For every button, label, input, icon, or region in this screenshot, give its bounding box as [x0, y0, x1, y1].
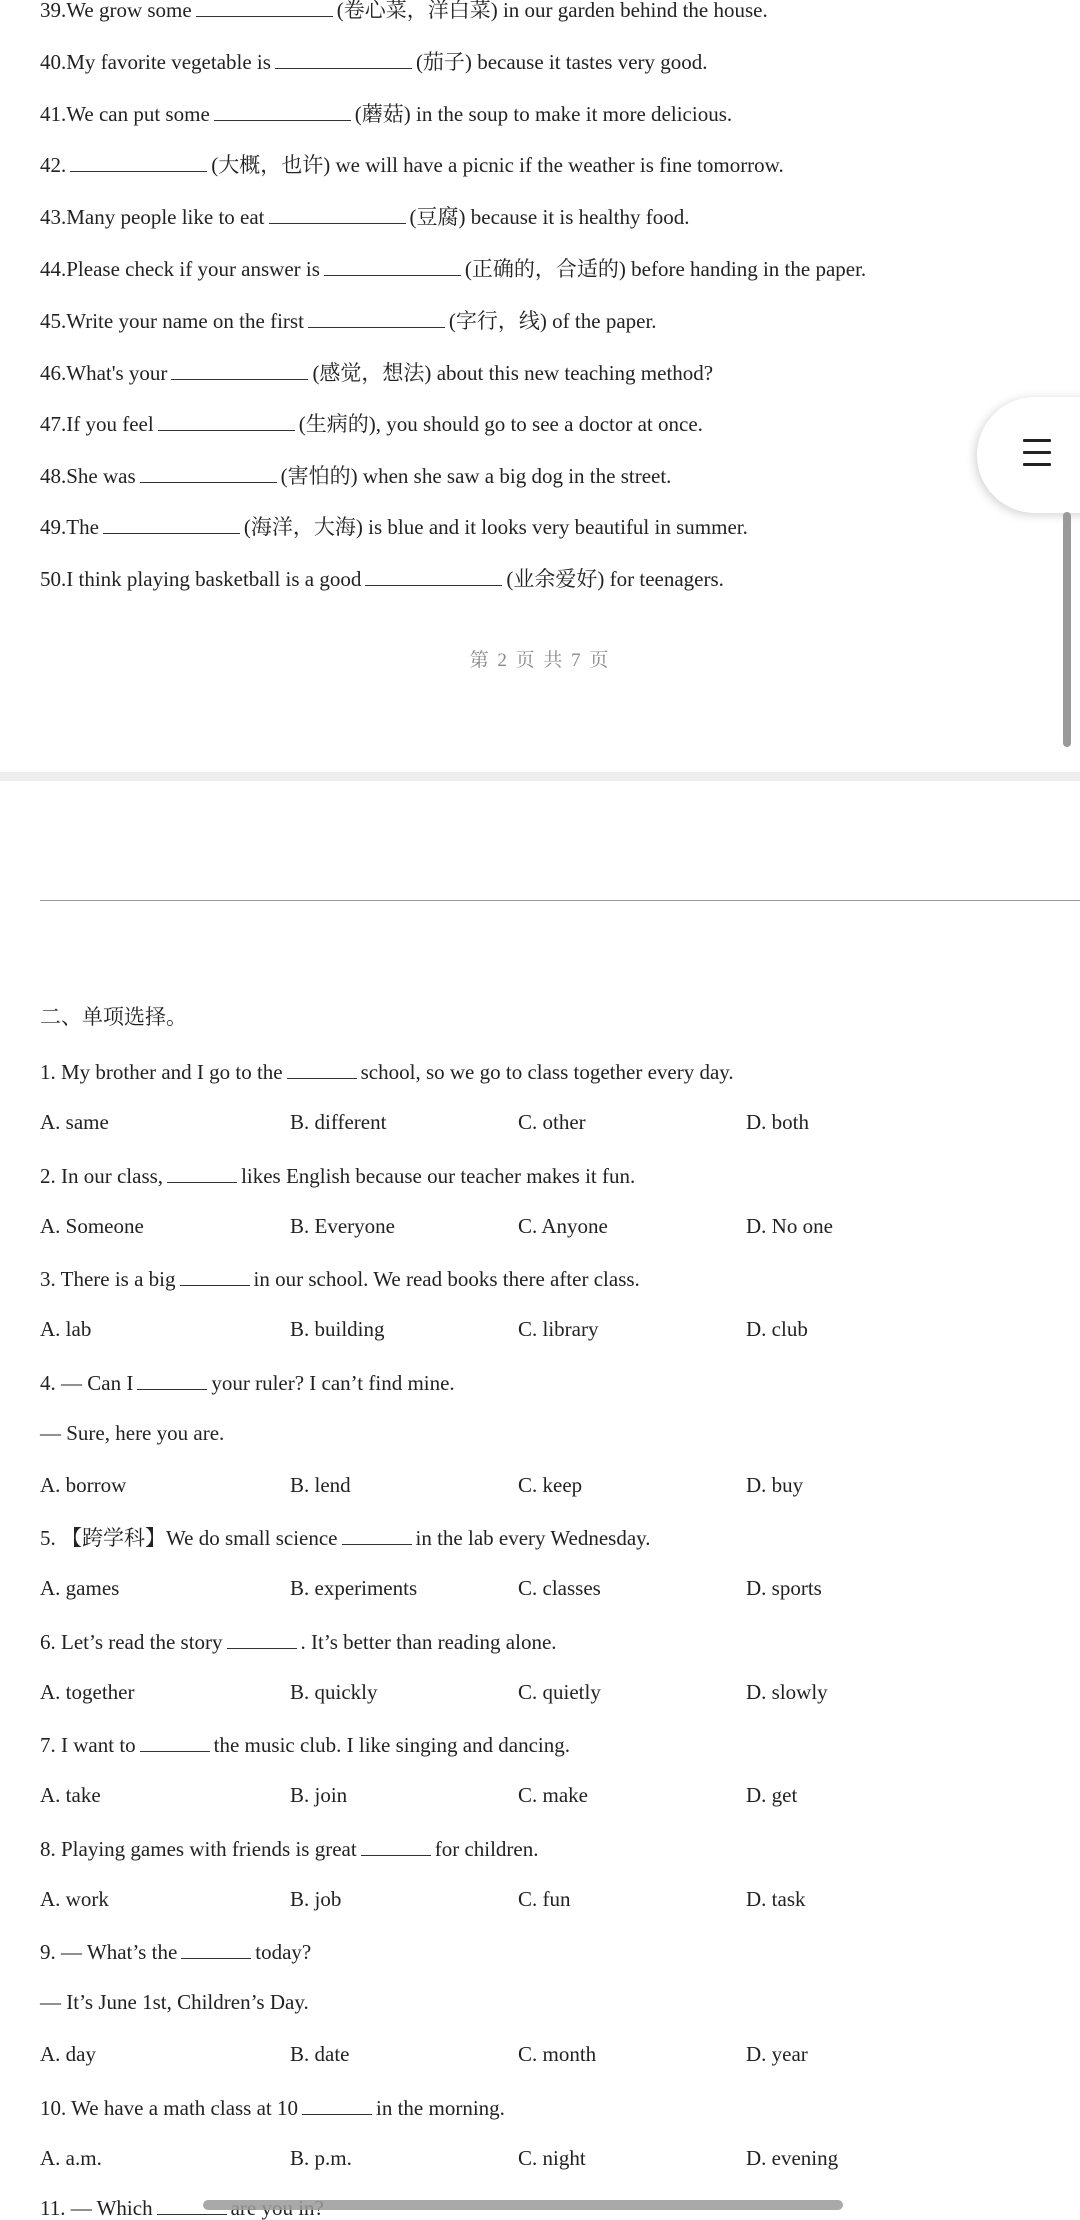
option-a[interactable]: A. borrow	[40, 1473, 127, 1497]
option-a[interactable]: A. a.m.	[40, 2146, 102, 2170]
question-3: 3. There is a big in our school. We read books there after class.	[40, 1267, 640, 1291]
option-d[interactable]: D. year	[746, 2042, 808, 2066]
question-5: 5. 【跨学科】We do small science in the lab every Wednesday.	[40, 1526, 651, 1550]
answer-blank[interactable]	[158, 412, 295, 431]
answer-blank[interactable]	[140, 464, 277, 483]
question-11: 11. — Which	[40, 2196, 324, 2219]
option-c[interactable]: C. Anyone	[518, 1214, 608, 1238]
option-d[interactable]: D. get	[746, 1783, 798, 1807]
fill-in-item-48: 48.She was (害怕的) when she saw a big dog in the street.	[40, 464, 672, 488]
option-c[interactable]: C. quietly	[518, 1680, 601, 1704]
answer-blank[interactable]	[140, 1733, 210, 1752]
question-4: 4. — Can I your ruler? I can’t find mine.	[40, 1371, 455, 1395]
answer-blank[interactable]	[308, 309, 445, 328]
answer-blank[interactable]	[275, 50, 412, 69]
option-d[interactable]: D. slowly	[746, 1680, 828, 1704]
answer-blank[interactable]	[361, 1837, 431, 1856]
option-a[interactable]: A. together	[40, 1680, 135, 1704]
answer-blank[interactable]	[137, 1371, 207, 1390]
option-c[interactable]: C. library	[518, 1317, 599, 1341]
question-8: 8. Playing games with friends is great for children.	[40, 1837, 539, 1861]
question-2: 2. In our class, likes English because our teacher makes it fun.	[40, 1164, 636, 1188]
answer-blank[interactable]	[180, 1267, 250, 1286]
option-c[interactable]: C. other	[518, 1110, 586, 1134]
option-d[interactable]: D. both	[746, 1110, 809, 1134]
fill-in-item-44: 44.Please check if your answer is (正确的，合适的) before handing in the paper.	[40, 257, 867, 281]
question-10: 10. We have a math class at 10 in the morning.	[40, 2096, 505, 2120]
answer-blank[interactable]	[70, 153, 207, 172]
option-a[interactable]: A. same	[40, 1110, 109, 1134]
fill-in-item-47: 47.If you feel (生病的), you should go to see a doctor at once.	[40, 412, 703, 436]
option-b[interactable]: B. quickly	[290, 1680, 378, 1704]
fill-in-item-45: 45.Write your name on the first (字行，线) of the paper.	[40, 309, 657, 333]
fill-in-item-46: 46.What's your (感觉，想法) about this new teaching method?	[40, 361, 714, 385]
option-b[interactable]: B. p.m.	[290, 2146, 352, 2170]
question-9-reply: — It’s June 1st, Children’s Day.	[40, 1990, 309, 2014]
section-title: 二、单项选择。	[40, 1005, 187, 1029]
fill-in-item-40: 40.My favorite vegetable is (茄子) because it tastes very good.	[40, 50, 708, 74]
answer-blank[interactable]	[227, 1630, 297, 1649]
fill-in-item-49: 49.The (海洋，大海) is blue and it looks very beautiful in summer.	[40, 515, 748, 539]
question-7: 7. I want to the music club. I like singing and dancing.	[40, 1733, 570, 1757]
answer-blank[interactable]	[324, 257, 461, 276]
option-b[interactable]: B. Everyone	[290, 1214, 395, 1238]
floating-menu-button[interactable]	[977, 397, 1080, 513]
fill-in-item-39: 39.We grow some (卷心菜，洋白菜) in our garden behind the house.	[40, 0, 768, 22]
option-d[interactable]: D. buy	[746, 1473, 804, 1497]
option-d[interactable]: D. evening	[746, 2146, 839, 2170]
answer-blank[interactable]	[181, 1940, 251, 1959]
fill-in-item-41: 41.We can put some (蘑菇) in the soup to make it more delicious.	[40, 102, 733, 126]
option-c[interactable]: C. month	[518, 2042, 597, 2066]
answer-blank[interactable]	[269, 205, 406, 224]
question-6: 6. Let’s read the story . It’s better than reading alone.	[40, 1630, 557, 1654]
answer-blank[interactable]	[342, 1526, 412, 1545]
answer-blank[interactable]	[302, 2096, 372, 2115]
option-a[interactable]: A. games	[40, 1576, 120, 1600]
answer-blank[interactable]	[171, 361, 308, 380]
option-d[interactable]: D. club	[746, 1317, 808, 1341]
option-b[interactable]: B. join	[290, 1783, 348, 1807]
option-a[interactable]: A. work	[40, 1887, 109, 1911]
option-b[interactable]: B. different	[290, 1110, 387, 1134]
hamburger-menu-icon	[1023, 439, 1051, 469]
option-a[interactable]: A. take	[40, 1783, 101, 1807]
page-divider	[40, 900, 1080, 901]
answer-blank[interactable]	[196, 0, 333, 17]
option-a[interactable]: A. Someone	[40, 1214, 144, 1238]
question-4-reply: — Sure, here you are.	[40, 1421, 225, 1445]
fill-in-item-50: 50.I think playing basketball is a good (业余爱好) for teenagers.	[40, 567, 724, 591]
answer-blank[interactable]	[287, 1060, 357, 1079]
answer-blank[interactable]	[365, 567, 502, 586]
option-c[interactable]: C. fun	[518, 1887, 571, 1911]
option-c[interactable]: C. night	[518, 2146, 586, 2170]
answer-blank[interactable]	[103, 515, 240, 534]
fill-in-item-42: 42. (大概，也许) we will have a picnic if the weather is fine tomorrow.	[40, 153, 784, 177]
answer-blank[interactable]	[167, 1164, 237, 1183]
option-b[interactable]: B. building	[290, 1317, 385, 1341]
option-c[interactable]: C. classes	[518, 1576, 601, 1600]
option-a[interactable]: A. lab	[40, 1317, 92, 1341]
option-b[interactable]: B. job	[290, 1887, 342, 1911]
vertical-scrollbar[interactable]	[1063, 512, 1071, 747]
question-9: 9. — What’s the today?	[40, 1940, 312, 1964]
option-a[interactable]: A. day	[40, 2042, 96, 2066]
fill-in-item-43: 43.Many people like to eat (豆腐) because it is healthy food.	[40, 205, 690, 229]
answer-blank[interactable]	[214, 102, 351, 121]
option-c[interactable]: C. keep	[518, 1473, 583, 1497]
page-gap	[0, 772, 1080, 781]
option-b[interactable]: B. lend	[290, 1473, 351, 1497]
option-b[interactable]: B. experiments	[290, 1576, 418, 1600]
horizontal-scrollbar[interactable]	[203, 2200, 843, 2210]
option-b[interactable]: B. date	[290, 2042, 350, 2066]
option-d[interactable]: D. task	[746, 1887, 806, 1911]
option-d[interactable]: D. No one	[746, 1214, 833, 1238]
option-c[interactable]: C. make	[518, 1783, 588, 1807]
option-d[interactable]: D. sports	[746, 1576, 822, 1600]
question-1: 1. My brother and I go to the school, so we go to class together every day.	[40, 1060, 734, 1084]
page-number-footer: 第 2 页 共 7 页	[469, 650, 611, 671]
